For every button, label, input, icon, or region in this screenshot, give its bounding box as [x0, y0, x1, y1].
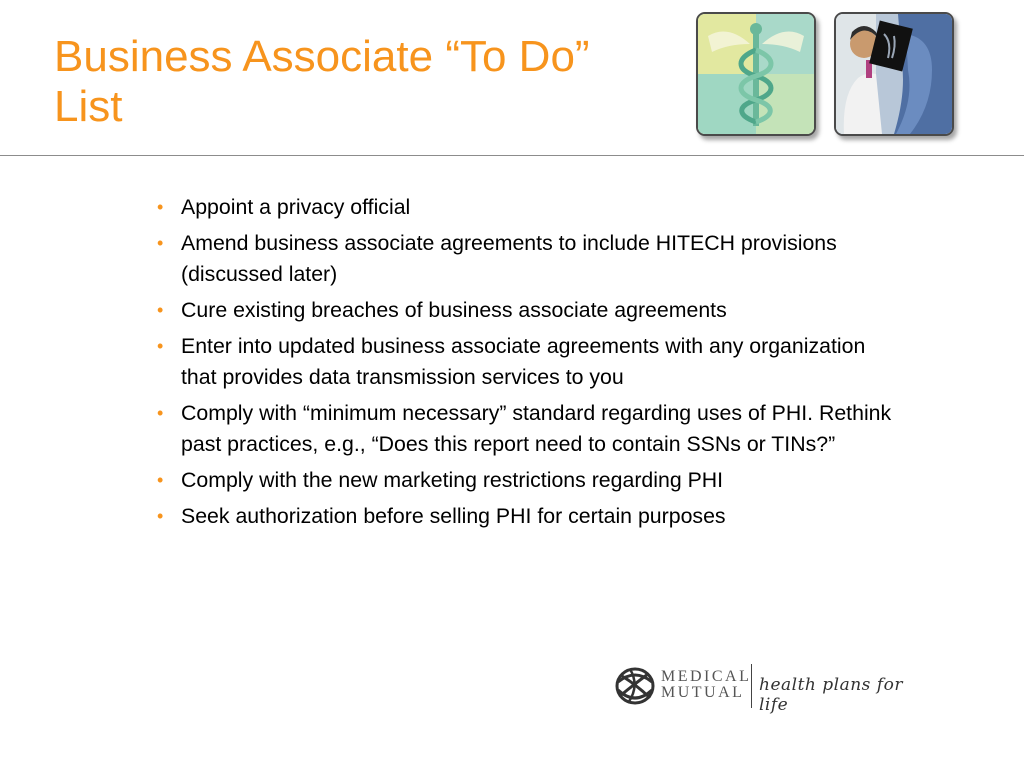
list-item [157, 398, 897, 460]
bullet-icon: • [157, 233, 164, 253]
slide-title-line-2: List [54, 82, 123, 131]
title-divider [0, 155, 1024, 156]
bullet-icon: • [157, 470, 164, 490]
doctor-xray-icon [834, 12, 954, 136]
list-item [157, 501, 897, 532]
logo-text-line-1: MEDICAL [661, 668, 752, 685]
logo-divider [751, 664, 752, 708]
list-item [157, 465, 897, 496]
bullet-text: Amend business associate agreements to include HITECH provisions (discussed later) [181, 231, 837, 286]
bullet-text: Comply with the new marketing restrictions regarding PHI [181, 468, 724, 492]
list-item [157, 295, 897, 326]
logo-text-line-2: MUTUAL [661, 684, 745, 701]
bullet-icon: • [157, 403, 164, 423]
list-item [157, 192, 897, 223]
bullet-text: Enter into updated business associate agreements with any organization that provides data transmission services to you [181, 334, 866, 389]
header-images [696, 12, 960, 138]
list-item [157, 228, 897, 290]
bullet-list [157, 192, 897, 537]
slide-title [54, 32, 674, 132]
logo-tagline: health plans for life [759, 675, 903, 715]
bullet-icon: • [157, 197, 164, 217]
bullet-icon: • [157, 336, 164, 356]
bullet-text: Seek authorization before selling PHI for certain purposes [181, 504, 726, 528]
bullet-text: Appoint a privacy official [181, 195, 411, 219]
caduceus-icon [696, 12, 816, 136]
medical-mutual-logo [614, 660, 934, 714]
bullet-text: Cure existing breaches of business associate agreements [181, 298, 727, 322]
slide-title-line-1: Business Associate “To Do” [54, 32, 590, 81]
list-item [157, 331, 897, 393]
bullet-text: Comply with “minimum necessary” standard regarding uses of PHI. Rethink past practices, e.g., “Does this report need to contain SSNs or TINs?” [181, 401, 892, 456]
globe-swirl-icon [614, 662, 656, 708]
bullet-icon: • [157, 506, 164, 526]
bullet-icon: • [157, 300, 164, 320]
